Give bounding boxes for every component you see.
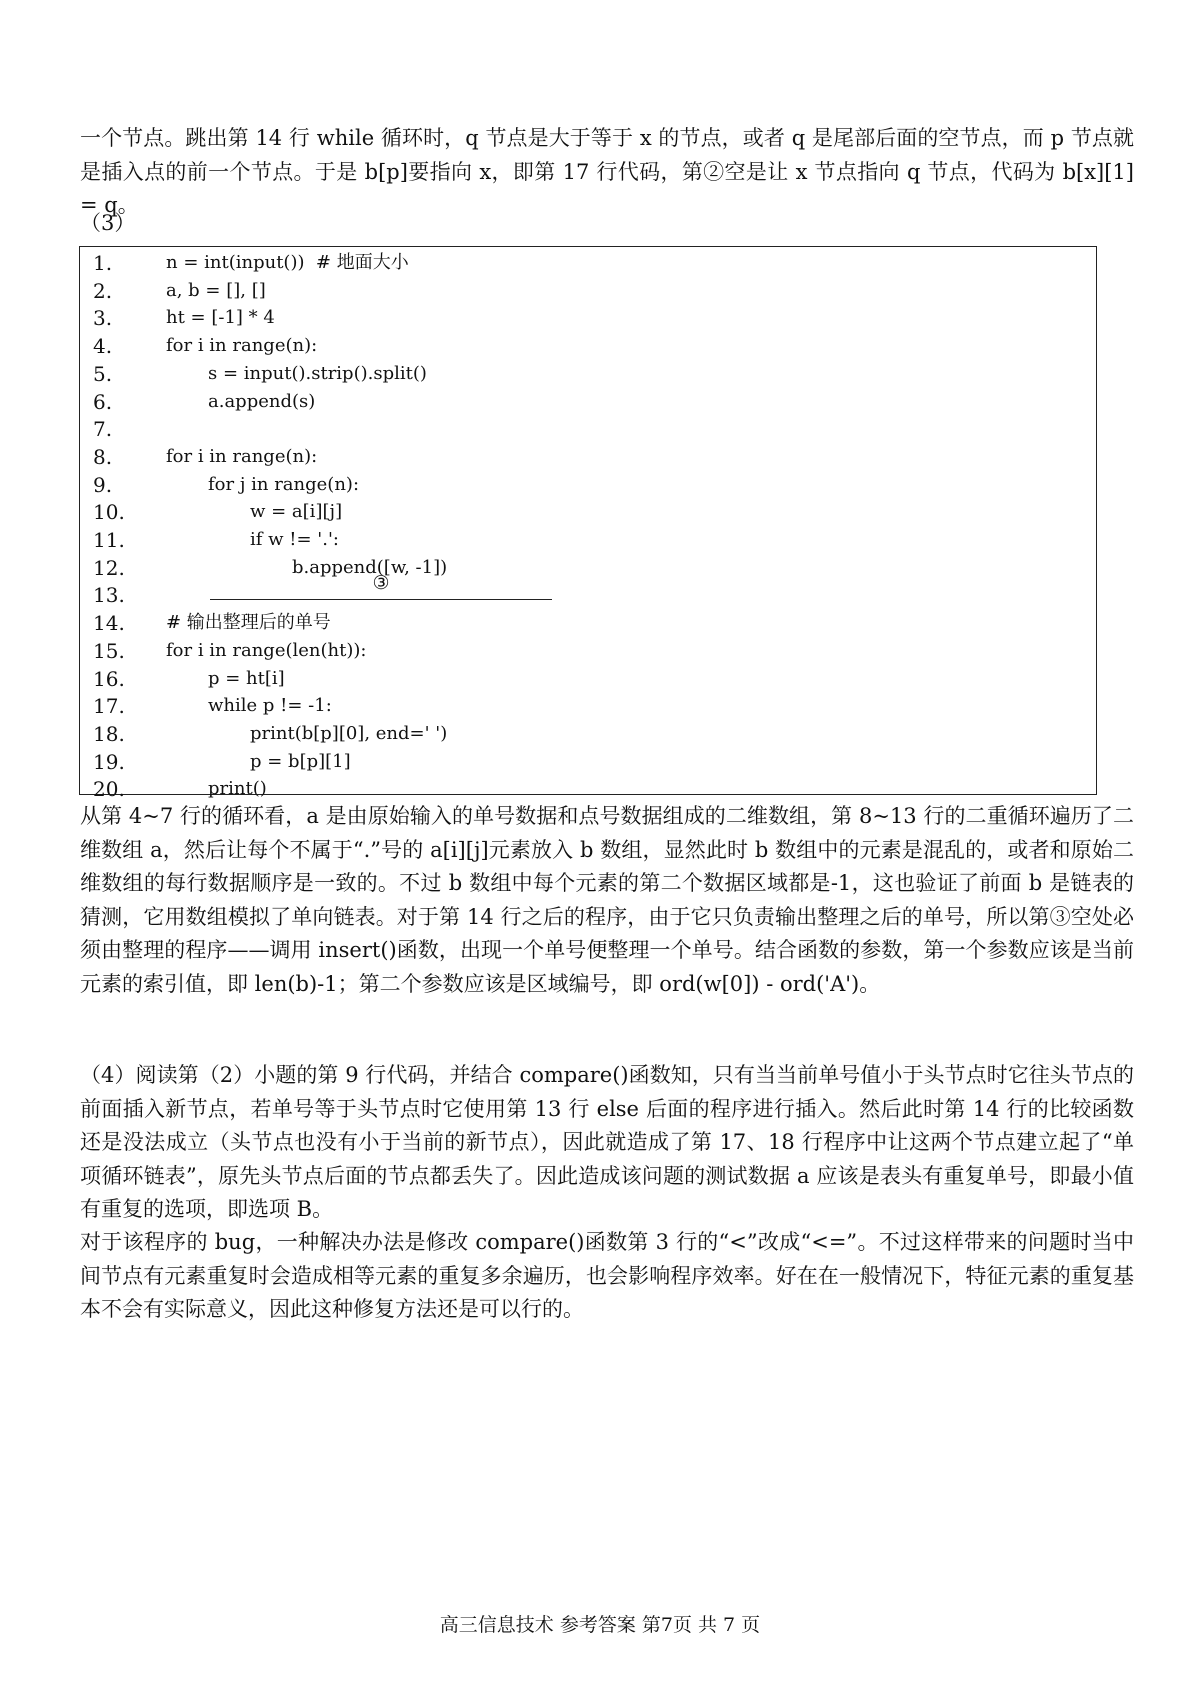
code-text: w = a[i][j] <box>250 501 343 523</box>
line-number: 7. <box>93 417 113 442</box>
section-4-paragraph: （4）阅读第（2）小题的第 9 行代码，并结合 compare()函数知，只有当当前单号值小于头节点时它往头节点的前面插入新节点，若单号等于头节点时它使用第 13 行 else 后面的程序进行插入。然后此时第 14 行的比较函数还是没法成立（头节点也没有小于当前的新节点），因此就造成了第 17、18 行程序中让这两个节点建立起了“单项循环链表”，原先头节点后面的节点都丢失了。因此造成该问题的测试数据 a 应该是表头有重复单号，即最小值有重复的选项，即选项 B。 <box>80 1063 1134 1221</box>
line-number: 8. <box>93 444 113 469</box>
code-listing-box <box>79 246 1097 802</box>
code-text: while p != -1: <box>208 695 332 717</box>
explanation-paragraph: 从第 4~7 行的循环看，a 是由原始输入的单号数据和点号数据组成的二维数组，第 8~13 行的二重循环遍历了二维数组 a，然后让每个不属于“.”号的 a[i][j]元素放入 b 数组，显然此时 b 数组中的元素是混乱的，或者和原始二维数组的每行数据顺序是一致的。不过 b 数组中每个元素的第二个数据区域都是-1，这也验证了前面 b 是链表的猜测，它用数组模拟了单向链表。对于第 14 行之后的程序，由于它只负责输出整理之后的单号，所以第③空处必须由整理的程序——调用 insert()函数，出现一个单号便整理一个单号。结合函数的参数，第一个参数应该是当前元素的索引值，即 len(b)-1；第二个参数应该是区域编号，即 ord(w[0]) - ord('A')。 <box>80 804 1134 996</box>
line-number: 2. <box>93 278 113 303</box>
line-number: 14. <box>93 611 125 636</box>
code-line <box>80 360 1096 388</box>
line-number: 19. <box>93 749 125 774</box>
code-line <box>80 720 1096 748</box>
line-number: 6. <box>93 389 113 414</box>
code-line <box>80 249 1096 277</box>
code-text: print() <box>208 778 267 800</box>
line-number: 9. <box>93 472 113 497</box>
line-number: 11. <box>93 528 125 552</box>
code-text: print(b[p][0], end=' ') <box>250 722 448 744</box>
code-text: a, b = [], [] <box>166 279 266 301</box>
page-footer: 高三信息技术 参考答案 第7页 共 7 页 <box>439 1614 761 1636</box>
code-line <box>80 304 1096 332</box>
code-text: p = ht[i] <box>208 667 285 689</box>
blank-marker-3: ③ <box>372 572 390 594</box>
code-text: n = int(input()) # 地面大小 <box>166 252 409 273</box>
code-line <box>80 415 1096 443</box>
line-number: 5. <box>93 361 113 386</box>
code-text: b.append([w, -1]) <box>292 556 448 578</box>
section-3-label: （3） <box>80 211 136 235</box>
code-line <box>80 388 1096 416</box>
code-text: a.append(s) <box>208 390 316 412</box>
line-number: 13. <box>93 583 125 608</box>
code-text: for i in range(n): <box>166 335 318 357</box>
code-line <box>80 498 1096 526</box>
code-text: for i in range(len(ht)): <box>166 639 367 661</box>
code-text: # 输出整理后的单号 <box>166 612 331 634</box>
line-number: 16. <box>93 666 125 691</box>
code-text: for i in range(n): <box>166 445 318 467</box>
code-text: for j in range(n): <box>208 473 360 495</box>
code-line <box>80 665 1096 693</box>
bug-fix-paragraph: 对于该程序的 bug，一种解决办法是修改 compare()函数第 3 行的“<”改成“<=”。不过这样带来的问题时当中间节点有元素重复时会造成相等元素的重复多余遍历，也会影响程序效率。好在在一般情况下，特征元素的重复基本不会有实际意义，因此这种修复方法还是可以行的。 <box>80 1230 1134 1321</box>
code-text: s = input().strip().split() <box>208 362 427 384</box>
code-line <box>80 526 1096 554</box>
line-number: 3. <box>93 306 113 331</box>
line-number: 10. <box>93 500 125 525</box>
line-number: 20. <box>93 777 125 802</box>
code-line <box>80 332 1096 360</box>
line-number: 12. <box>93 555 125 580</box>
line-number: 15. <box>93 638 125 663</box>
line-number: 1. <box>93 251 113 275</box>
code-text: if w != '.': <box>250 529 339 550</box>
code-line <box>80 471 1096 499</box>
line-number: 18. <box>93 721 125 746</box>
code-line <box>80 748 1096 776</box>
code-line <box>80 609 1096 637</box>
code-line <box>80 277 1096 305</box>
code-text: ht = [-1] * 4 <box>166 307 275 329</box>
intro-paragraph: 一个节点。跳出第 14 行 while 循环时，q 节点是大于等于 x 的节点，或者 q 是尾部后面的空节点，而 p 节点就是插入点的前一个节点。于是 b[p]要指向 x，即第 17 行代码，第②空是让 x 节点指向 q 节点，代码为 b[x][1] = q。 <box>80 126 1134 217</box>
line-number: 4. <box>93 334 113 359</box>
line-number: 17. <box>93 694 125 719</box>
fill-in-blank-3 <box>210 572 552 600</box>
code-text: p = b[p][1] <box>250 750 351 772</box>
code-line <box>80 637 1096 665</box>
code-line <box>80 443 1096 471</box>
code-line <box>80 692 1096 720</box>
